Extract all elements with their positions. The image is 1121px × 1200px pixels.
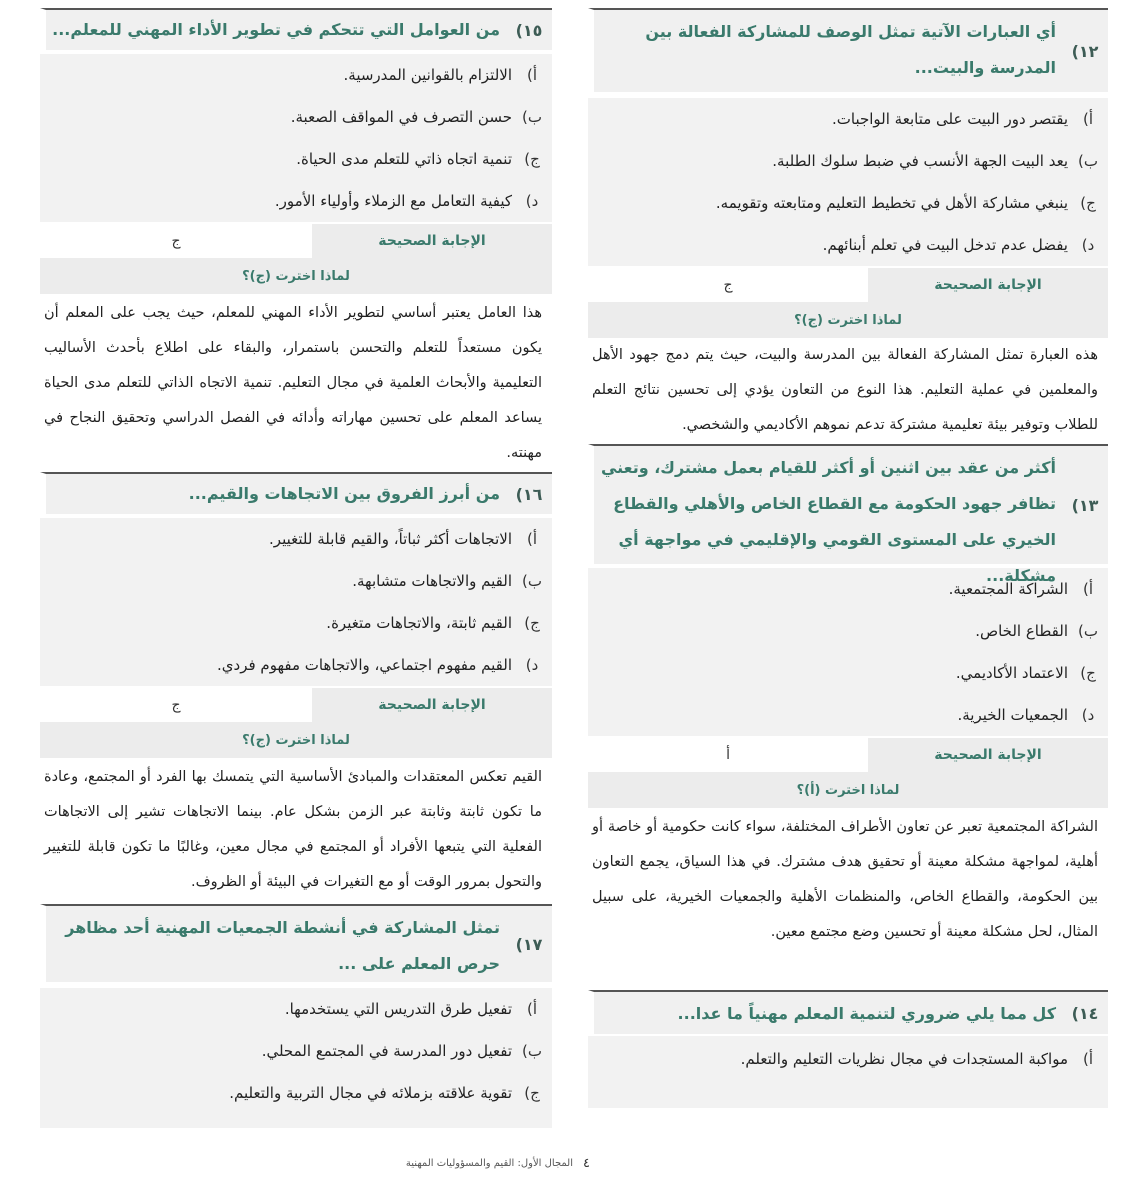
why-label: لماذا اخترت (أ)؟: [588, 772, 1108, 808]
answer-value: ج: [588, 268, 868, 302]
option-letter: أ): [1082, 110, 1094, 128]
option-letter: ب): [522, 108, 542, 126]
option-letter: أ): [1082, 1050, 1094, 1068]
question-16: [40, 472, 552, 904]
option-c[interactable]: [40, 1072, 552, 1114]
question-number: ١٤): [1071, 1003, 1099, 1023]
option-a[interactable]: [40, 988, 552, 1030]
option-text: الالتزام بالقوانين المدرسية.: [343, 66, 512, 84]
question-header: [588, 8, 1108, 92]
question-number: ١٧): [515, 934, 543, 954]
option-text: تنمية اتجاه ذاتي للتعلم مدى الحياة.: [296, 150, 512, 168]
option-letter: أ): [526, 66, 538, 84]
question-number: ١٥): [515, 20, 543, 40]
option-text: الاعتماد الأكاديمي.: [955, 664, 1068, 682]
answer-value: أ: [588, 738, 868, 772]
option-letter: ب): [1078, 152, 1098, 170]
question-17: [40, 904, 552, 1128]
answer-row: [40, 688, 552, 722]
option-text: يعد البيت الجهة الأنسب في ضبط سلوك الطلبة.: [772, 152, 1068, 170]
option-text: كيفية التعامل مع الزملاء وأولياء الأمور.: [274, 192, 512, 210]
option-text: القيم مفهوم اجتماعي، والاتجاهات مفهوم فردي.: [217, 656, 512, 674]
question-text: تمثل المشاركة في أنشطة الجمعيات المهنية أحد مظاهر حرص المعلم على ...: [65, 918, 500, 973]
option-text: الشراكة المجتمعية.: [948, 580, 1068, 598]
option-d[interactable]: [40, 180, 552, 222]
question-header: [40, 8, 552, 50]
option-letter: أ): [1082, 580, 1094, 598]
option-a[interactable]: [588, 98, 1108, 140]
question-14: [588, 990, 1108, 1108]
question-text: أي العبارات الآتية تمثل الوصف للمشاركة الفعالة بين المدرسة والبيت...: [645, 22, 1056, 77]
question-number: ١٦): [515, 484, 543, 504]
option-a[interactable]: [40, 518, 552, 560]
option-letter: ج): [1080, 664, 1096, 682]
answer-row: [40, 224, 552, 258]
option-b[interactable]: [588, 610, 1108, 652]
option-a[interactable]: [588, 1036, 1108, 1082]
answer-value: ج: [40, 224, 312, 258]
section-title: المجال الأول: القيم والمسؤوليات المهنية: [405, 1158, 574, 1169]
answer-label: الإجابة الصحيحة: [312, 224, 552, 258]
why-label: لماذا اخترت (ج)؟: [40, 258, 552, 294]
option-letter: أ): [526, 1000, 538, 1018]
right-column: [588, 8, 1108, 1108]
option-area-continuation: [40, 1114, 552, 1128]
option-b[interactable]: [40, 1030, 552, 1072]
option-d[interactable]: [588, 694, 1108, 736]
option-letter: ج): [524, 150, 540, 168]
question-12: [588, 8, 1108, 444]
option-text: ينبغي مشاركة الأهل في تخطيط التعليم ومتابعته وتقويمه.: [715, 194, 1068, 212]
option-c[interactable]: [40, 138, 552, 180]
page-footer: [390, 1156, 590, 1171]
option-letter: د): [525, 192, 539, 210]
answer-value: ج: [40, 688, 312, 722]
option-text: تقوية علاقته بزملائه في مجال التربية والتعليم.: [229, 1084, 512, 1102]
option-text: الاتجاهات أكثر ثباتاً، والقيم قابلة للتغيير.: [269, 530, 512, 548]
option-b[interactable]: [40, 560, 552, 602]
option-letter: ج): [1080, 194, 1096, 212]
question-13: [588, 444, 1108, 986]
option-d[interactable]: [40, 644, 552, 686]
question-text: كل مما يلي ضروري لتنمية المعلم مهنياً ما عدا...: [677, 1004, 1056, 1023]
option-letter: د): [1081, 236, 1095, 254]
question-number: ١٣): [1071, 495, 1099, 515]
option-letter: ب): [1078, 622, 1098, 640]
option-letter: ب): [522, 1042, 542, 1060]
option-text: الجمعيات الخيرية.: [957, 706, 1068, 724]
why-label: لماذا اخترت (ج)؟: [588, 302, 1108, 338]
question-header: [588, 990, 1108, 1034]
question-header: [40, 904, 552, 982]
left-column: [40, 8, 552, 1128]
explanation: القيم تعكس المعتقدات والمبادئ الأساسية التي يتمسك بها الفرد أو المجتمع، وعادة ما تكون ثابتة وثابتة عبر الزمن بشكل عام. بينما الاتجاهات تشير إلى الاتجاهات الفعلية التي يتبعها الأفراد أو المجتمع في مجال معين، وغالبًا ما تكون قابلة للتغيير والتحول بمرور الوقت أو مع التغيرات في البيئة أو الظروف.: [44, 769, 542, 890]
question-header: [588, 444, 1108, 585]
option-d[interactable]: [588, 224, 1108, 266]
option-text: يقتصر دور البيت على متابعة الواجبات.: [831, 110, 1068, 128]
option-text: القيم والاتجاهات متشابهة.: [352, 572, 512, 590]
option-text: مواكبة المستجدات في مجال نظريات التعليم والتعلم.: [740, 1050, 1068, 1068]
explanation: الشراكة المجتمعية تعبر عن تعاون الأطراف المختلفة، سواء كانت حكومية أو خاصة أو أهلية، لمواجهة مشكلة معينة أو تحقيق هدف مشترك. في هذا السياق، يجمع التعاون بين الحكومة، والقطاع الخاص، والمنظمات الأهلية والجمعيات الخيرية، على سبيل المثال، لحل مشكلة معينة أو تحسين وضع مجتمع معين.: [592, 819, 1098, 940]
option-letter: د): [1081, 706, 1095, 724]
explanation: هذا العامل يعتبر أساسي لتطوير الأداء المهني للمعلم، حيث يجب على المعلم أن يكون مستعداً للتعلم والتحسن باستمرار، والبقاء على اطلاع بأحدث الأساليب التعليمية والأبحاث العلمية في مجال التعليم. تنمية الاتجاه الذاتي للتعلم مدى الحياة يساعد المعلم على تحسين مهاراته وأدائه في الفصل الدراسي وتحقيق النجاح في مهنته.: [44, 305, 542, 461]
question-15: [40, 8, 552, 472]
question-text: من أبرز الفروق بين الاتجاهات والقيم...: [188, 484, 500, 503]
page-number: ٤: [583, 1156, 590, 1171]
option-letter: د): [525, 656, 539, 674]
option-c[interactable]: [588, 182, 1108, 224]
option-c[interactable]: [588, 652, 1108, 694]
option-text: تفعيل دور المدرسة في المجتمع المحلي.: [261, 1042, 512, 1060]
why-label: لماذا اخترت (ج)؟: [40, 722, 552, 758]
answer-row: [588, 738, 1108, 772]
option-text: حسن التصرف في المواقف الصعبة.: [290, 108, 512, 126]
option-text: يفضل عدم تدخل البيت في تعلم أبنائهم.: [822, 236, 1068, 254]
option-c[interactable]: [40, 602, 552, 644]
question-number: ١٢): [1071, 41, 1099, 61]
option-area-continuation: [588, 1082, 1108, 1108]
option-letter: ب): [522, 572, 542, 590]
answer-label: الإجابة الصحيحة: [312, 688, 552, 722]
option-letter: ج): [524, 614, 540, 632]
answer-row: [588, 268, 1108, 302]
question-text: من العوامل التي تتحكم في تطوير الأداء المهني للمعلم...: [52, 20, 500, 39]
option-b[interactable]: [40, 96, 552, 138]
option-a[interactable]: [40, 54, 552, 96]
option-text: القطاع الخاص.: [975, 622, 1068, 640]
option-text: تفعيل طرق التدريس التي يستخدمها.: [284, 1000, 512, 1018]
answer-label: الإجابة الصحيحة: [868, 738, 1108, 772]
answer-label: الإجابة الصحيحة: [868, 268, 1108, 302]
question-header: [40, 472, 552, 514]
option-b[interactable]: [588, 140, 1108, 182]
option-letter: ج): [524, 1084, 540, 1102]
explanation: هذه العبارة تمثل المشاركة الفعالة بين المدرسة والبيت، حيث يتم دمج جهود الأهل والمعلمين في عملية التعليم. هذا النوع من التعاون يؤدي إلى تحسين نتائج التعلم للطلاب وتوفير بيئة تعليمية مشتركة تدعم نموهم الأكاديمي والشخصي.: [592, 347, 1098, 433]
option-text: القيم ثابتة، والاتجاهات متغيرة.: [326, 614, 512, 632]
option-letter: أ): [526, 530, 538, 548]
question-text: أكثر من عقد بين اثنين أو أكثر للقيام بعمل مشترك، وتعني تظافر جهود الحكومة مع القطاع الخاص والأهلي والقطاع الخيري على المستوى القومي والإقليمي في مواجهة أي مشكلة...: [600, 458, 1056, 585]
